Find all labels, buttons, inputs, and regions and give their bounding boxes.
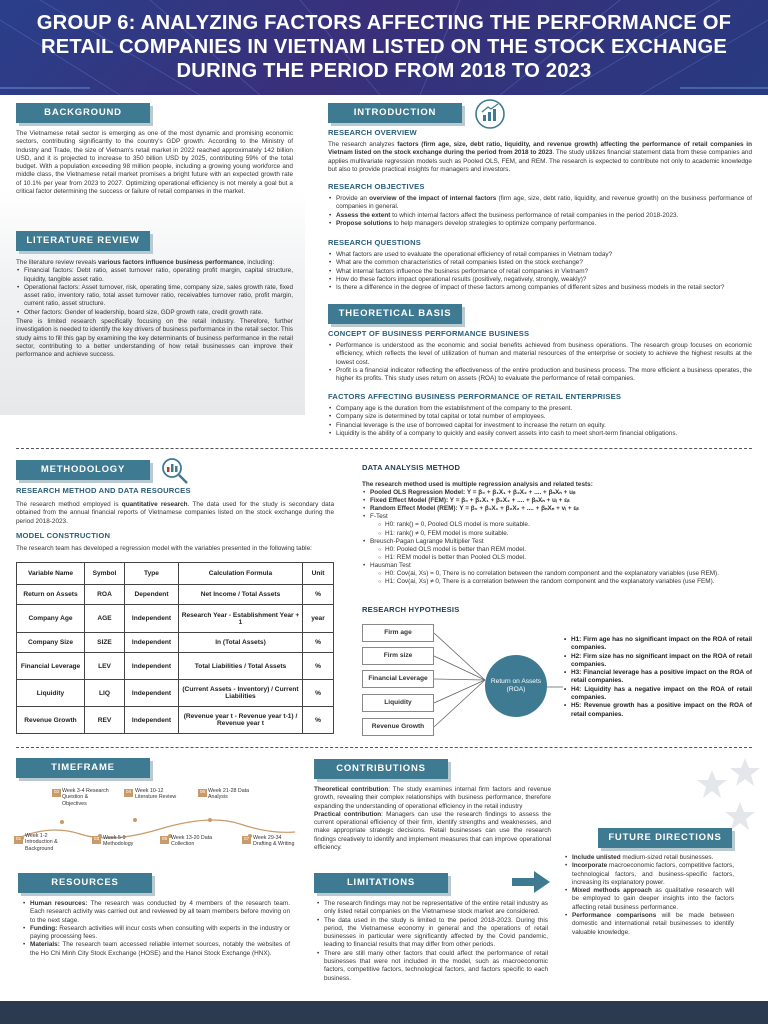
data-analysis-intro: The research method used is multiple regression analysis and related tests: (362, 481, 593, 488)
hypothesis-box-leverage: Financial Leverage (362, 670, 434, 688)
table-cell: ln (Total Assets) (179, 633, 303, 653)
list-item: • Performance comparisons will be made between domestic and international retail businesses to identify valuable knowledge. (564, 912, 734, 937)
list-item: • Human resources: The research was conducted by 4 members of the research team. Each research activity was carried out and reviewed by all team members before moving on to the next stage. (22, 900, 290, 925)
methodology-heading: METHODOLOGY (16, 460, 150, 480)
list-item: • Breusch-Pagan Lagrange Multiplier Test ○ H0: Pooled OLS model is better than REM model. ○ H1: REM model is better than Pooled OLS model. (362, 538, 752, 562)
timeline-step-marker: 02 (53, 790, 60, 795)
contributions-heading: CONTRIBUTIONS (314, 759, 448, 779)
literature-gap-text: There is limited research specifically focusing on the retail industry. Therefore, further investigation is needed to identify the key drivers of business performance in the retail sector. This study aims to fill this gap by examining the key determinants of business performance in the retail sector, contributing to a better understanding of how retail businesses can improve their performance and achieve success. (16, 318, 293, 359)
hypothesis-box-revenue-growth: Revenue Growth (362, 718, 434, 736)
list-item: • What are the common characteristics of retail companies listed on the stock exchange? (328, 259, 752, 267)
contributions-body (314, 786, 551, 852)
list-item: • Incorporate macroeconomic factors, competitive factors, technological factors, and business-specific factors, increasing its explanatory power. (564, 862, 734, 887)
table-row (17, 680, 334, 707)
magnifier-chart-icon (160, 456, 192, 486)
timeline-step-label: Week 21-28 Data Analysis (208, 788, 250, 801)
table-cell: LEV (85, 653, 125, 680)
list-item: • H3: Financial leverage has a positive impact on the ROA of retail companies. (563, 669, 752, 686)
concept-heading: CONCEPT OF BUSINESS PERFORMANCE BUSINESS (328, 329, 530, 338)
table-cell: % (303, 585, 334, 605)
future-directions-list (564, 854, 734, 937)
table-cell: Return on Assets (17, 585, 85, 605)
literature-review-heading: LITERATURE REVIEW (16, 231, 150, 251)
research-overview-text: The research analyzes factors (firm age, size, debt ratio, liquidity, and revenue growth) affecting the performance of retail companies in Vietnam listed on the stock exchange during the period from 2018 to 2023. The study utilizes financial statement data from these companies and applies multivariate regression models such as Pooled OLS, FEM, and REM. The research is expected to contribute not only to academic knowledge but also to provide practical insights for managers and investors. (328, 141, 752, 173)
table-cell: Independent (125, 605, 179, 633)
table-cell: Company Age (17, 605, 85, 633)
list-item: ○ H1: Cov(ai, Xs) ≠ 0, There is a correlation between the random component and the explanatory variables (use FEM). (378, 578, 752, 586)
list-item: • Fixed Effect Model (FEM): Y = β₀ + β₁X₁ + β₂X₂ + .... + βₙXₙ + uᵢ + εᵢₜ (362, 497, 752, 505)
timeline-step-marker: 07 (243, 837, 250, 842)
table-row (17, 633, 334, 653)
table-cell: % (303, 653, 334, 680)
section-divider (16, 448, 752, 449)
list-item: • Is there a difference in the degree of impact of these factors among companies of different sizes and business models in the retail sector? (328, 284, 752, 292)
timeline-step-label: Week 29-34 Drafting & Writing (253, 835, 295, 848)
list-item: • Provide an overview of the impact of internal factors (firm age, size, debt ratio, liquidity, and revenue growth) on the business performance of companies in general. (328, 195, 752, 212)
table-row (17, 585, 334, 605)
concept-list (328, 342, 752, 383)
list-item: • Other factors: Gender of leadership, board size, GDP growth rate, credit growth rate. (16, 309, 293, 317)
table-cell: Independent (125, 707, 179, 734)
data-analysis-heading: DATA ANALYSIS METHOD (362, 463, 461, 472)
list-item: • Mixed methods approach as qualitative research will be employed to gain deeper insights into the factors affecting retail business performance. (564, 887, 734, 912)
table-cell: SIZE (85, 633, 125, 653)
table-row (17, 653, 334, 680)
list-item: ○ H1: rank() ≠ 0, FEM model is more suitable. (378, 530, 752, 538)
list-item: • Liquidity is the ability of a company to quickly and easily convert assets into cash to meet short-term financial obligations. (328, 430, 752, 438)
table-cell: % (303, 680, 334, 707)
background-heading: BACKGROUND (16, 103, 150, 123)
list-item: ○ H0: Pooled OLS model is better than REM model. (378, 546, 752, 554)
background-text: The Vietnamese retail sector is emerging as one of the most dynamic and promising economic sectors, contributing significantly to the country's GDP growth. According to the Ministry of Industry and Trade, the size of Vietnam's retail market in 2022 reached approximately 142 billion USD, and it is projected to increase to 350 billion USD by 2025, contributing 59% of the total budget. With a population exceeding 98 million people, including a growing young workforce and middle class, the Vietnamese retail market promises a bright future with an expected growth rate of 10.1% per year from 2023 to 2027. Optimizing operational efficiency is not merely a goal but a critical factor determining the success or failure of retail companies in the market. (16, 130, 293, 196)
arrow-right-icon (510, 869, 552, 895)
growth-chart-icon (473, 98, 507, 130)
list-item: • How do these factors impact operational results (positively, negatively, strongly, weakly)? (328, 276, 752, 284)
resources-list (22, 900, 290, 958)
theoretical-contribution: Theoretical contribution: The study examines internal firm factors and revenue growth, revealing their complex relationships with business performance, therefore expanding the understanding of operational efficiency in the retail industry (314, 786, 551, 810)
research-hypothesis-heading: RESEARCH HYPOTHESIS (362, 605, 460, 614)
hypothesis-list (563, 636, 752, 719)
table-cell: Independent (125, 653, 179, 680)
resources-heading: RESOURCES (18, 873, 152, 893)
table-cell: Company Size (17, 633, 85, 653)
research-objectives-heading: RESEARCH OBJECTIVES (328, 182, 425, 191)
research-overview-heading: RESEARCH OVERVIEW (328, 128, 417, 137)
literature-factor-list (16, 267, 293, 317)
list-item: • Company size is determined by total capital or total number of employees. (328, 413, 752, 421)
table-cell: (Revenue year t - Revenue year t-1) / Revenue year t (179, 707, 303, 734)
table-cell: ROA (85, 585, 125, 605)
timeline-step-label: Week 13-20 Data Collection (171, 835, 213, 848)
data-analysis-body (362, 481, 752, 586)
practical-contribution: Practical contribution: Managers can use the research findings to assess the current operational efficiency of their firm, identify strengths and weaknesses, and make appropriate strategic decisions. Retail businesses can use the research findings creatively to identify and implement measures that can improve operational efficiency. (314, 810, 551, 852)
column-header: Type (125, 563, 179, 585)
list-item: • Hausman Test ○ H0: Cov(ai, Xs) = 0, There is no correlation between the random component and the explanatory variables (use REM). ○ H1: Cov(ai, Xs) ≠ 0, There is a correlation between the random component and the explanatory variables (use FEM). (362, 562, 752, 586)
list-item: • The data used in the study is limited to the period 2018-2023. During this period, the Vietnamese economy in general and the operations of retail businesses in particular were significantly affected by the Covid pandemic, leading to financial results that may differ from other periods. (316, 917, 548, 950)
list-item: • Include unlisted medium-sized retail businesses. (564, 854, 734, 862)
list-item: • What factors are used to evaluate the operational efficiency of retail companies in Vietnam today? (328, 251, 752, 259)
timeline-step-label: Week 3-4 Research Question & Objectives (62, 788, 109, 807)
hypothesis-connectors (434, 624, 486, 736)
list-item: • H2: Firm size has no significant impact on the ROA of retail companies. (563, 653, 752, 670)
column-header: Symbol (85, 563, 125, 585)
list-item: ○ H0: Cov(ai, Xs) = 0, There is no correlation between the random component and the explanatory variables (use REM). (378, 570, 752, 578)
list-item: • Financial factors: Debt ratio, asset turnover ratio, operating profit margin, capital structure, liquidity, tangible asset ratio. (16, 267, 293, 284)
variables-table (16, 562, 334, 734)
roa-circle: Return on Assets (ROA) (485, 655, 547, 717)
list-item: • H5: Revenue growth has a positive impact on the ROA of retail companies. (563, 702, 752, 719)
hypothesis-box-firm-size: Firm size (362, 647, 434, 665)
list-item: ○ H1: REM model is better than Pooled OLS model. (378, 554, 752, 562)
table-cell: AGE (85, 605, 125, 633)
factors-list (328, 405, 752, 438)
table-cell: Total Liabilities / Total Assets (179, 653, 303, 680)
table-cell: Revenue Growth (17, 707, 85, 734)
list-item: • There are still many other factors that could affect the performance of retail businesses that were not included in the model, such as macroeconomic factors, competitive factors, technological factors, and factors specific to each business. (316, 950, 548, 983)
timeline-step-label: Week 1-2 Introduction & Background (25, 833, 58, 852)
timeline-step-marker: 06 (199, 790, 206, 795)
list-item: • H4: Liquidity has a negative impact on the ROA of retail companies. (563, 686, 752, 703)
list-item: • Materials: The research team accessed reliable internet sources, notably the websites of the Ho Chi Minh City Stock Exchange (HOSE) and the Hanoi Stock Exchange (HNX). (22, 941, 290, 958)
limitations-list (316, 900, 548, 983)
timeline-step-marker: 04 (125, 790, 132, 795)
list-item: • Assess the extent to which internal factors affect the business performance of retail companies in the period 2018-2023. (328, 212, 752, 220)
research-questions-heading: RESEARCH QUESTIONS (328, 238, 422, 247)
timeframe-heading: TIMEFRAME (16, 758, 150, 778)
hypothesis-connector-right (547, 684, 563, 690)
theoretical-basis-heading: THEORETICAL BASIS (328, 304, 462, 324)
column-header: Variable Name (17, 563, 85, 585)
literature-intro: The literature review reveals various factors influence business performance, including: (16, 259, 275, 266)
table-cell: Independent (125, 680, 179, 707)
questions-list (328, 251, 752, 292)
column-header: Unit (303, 563, 334, 585)
table-cell: Independent (125, 633, 179, 653)
introduction-heading: INTRODUCTION (328, 103, 462, 123)
section-divider (16, 747, 752, 748)
list-item: • Pooled OLS Regression Model: Y = β₀ + β₁X₁ + β₂X₂ + .... + βₙXₙ + uᵢₜ (362, 489, 752, 497)
list-item: • Random Effect Model (REM): Y = β₀ + β₁X₁ + β₂X₂ + .... + βₙXₙ + vᵢ + εᵢₜ (362, 505, 752, 513)
research-method-text: The research method employed is quantitative research. The data used for the study is secondary data obtained from the annual financial reports of Vietnamese companies listed on the stock exchange during the period 2018-2023. (16, 501, 334, 525)
literature-review-body (16, 259, 293, 360)
timeline-step-marker: 01 (15, 837, 22, 842)
timeline-step-marker: 03 (93, 837, 100, 842)
table-header-row (17, 563, 334, 585)
list-item: • The research findings may not be representative of the entire retail industry as only listed retail companies on the Vietnamese stock market are considered. (316, 900, 548, 917)
footer-bar (0, 1001, 768, 1024)
list-item: • Propose solutions to help managers develop strategies to optimize company performance. (328, 220, 752, 228)
table-cell: % (303, 633, 334, 653)
table-cell: Liquidity (17, 680, 85, 707)
table-cell: LIQ (85, 680, 125, 707)
list-item: • Financial leverage is the use of borrowed capital for investment to increase the return on equity. (328, 422, 752, 430)
table-cell: Financial Leverage (17, 653, 85, 680)
model-construction-heading: MODEL CONSTRUCTION (16, 531, 111, 540)
table-row (17, 707, 334, 734)
timeline-step-label: Week 10-12 Literature Review (135, 788, 177, 801)
table-row (17, 605, 334, 633)
list-item: ○ H0: rank() = 0, Pooled OLS model is more suitable. (378, 521, 752, 529)
table-cell: year (303, 605, 334, 633)
objectives-list (328, 195, 752, 228)
list-item: • Funding: Research activities will incur costs when consulting with experts in the industry or paying processing fees. (22, 925, 290, 942)
star-icon (690, 756, 760, 836)
hypothesis-box-firm-age: Firm age (362, 624, 434, 642)
table-cell: (Current Assets - Inventory) / Current Liabilities (179, 680, 303, 707)
table-cell: REV (85, 707, 125, 734)
list-item: • H1: Firm age has no significant impact on the ROA of retail companies. (563, 636, 752, 653)
research-method-heading: RESEARCH METHOD AND DATA RESOURCES (16, 486, 191, 495)
table-cell: Net Income / Total Assets (179, 585, 303, 605)
list-item: • F-Test ○ H0: rank() = 0, Pooled OLS model is more suitable. ○ H1: rank() ≠ 0, FEM model is more suitable. (362, 513, 752, 537)
timeline-step-label: Week 5-9 Methodology (103, 835, 134, 848)
future-directions-heading: FUTURE DIRECTIONS (598, 828, 732, 848)
poster-title: GROUP 6: ANALYZING FACTORS AFFECTING THE PERFORMANCE OF RETAIL COMPANIES IN VIETNAM LISTED ON THE STOCK EXCHANGE DURING THE PERIOD FROM 2018 TO 2023 (36, 12, 732, 82)
table-cell: % (303, 707, 334, 734)
hypothesis-box-liquidity: Liquidity (362, 694, 434, 712)
factors-heading: FACTORS AFFECTING BUSINESS PERFORMANCE OF RETAIL ENTERPRISES (328, 392, 622, 401)
limitations-heading: LIMITATIONS (314, 873, 448, 893)
table-cell: Research Year - Establishment Year + 1 (179, 605, 303, 633)
list-item: • Operational factors: Asset turnover, risk, operating time, company size, sales growth rate, fixed asset ratio, inventory ratio, total asset turnover ratio, receivables turnover ratio, profit margin, current ratio, asset structure. (16, 284, 293, 309)
table-cell: Dependent (125, 585, 179, 605)
model-construction-text: The research team has developed a regression model with the variables presented in the following table: (16, 545, 312, 552)
timeline-step-marker: 05 (161, 837, 168, 842)
poster-header (0, 0, 768, 95)
list-item: • Performance is understood as the economic and social benefits achieved from business operations. The research group focuses on economic efficiency, which reflects the level of utilization of human and material resources of the enterprise or society to achieve the highest results at the lowest cost. (328, 342, 752, 367)
column-header: Calculation Formula (179, 563, 303, 585)
models-list (362, 489, 752, 586)
list-item: • Profit is a financial indicator reflecting the effectiveness of the entire production and business process. The more efficient a business operates, the higher its profits. This study uses return on assets (ROA) to evaluate the performance of retail companies. (328, 367, 752, 384)
list-item: • Company age is the duration from the establishment of the company to the present. (328, 405, 752, 413)
list-item: • What internal factors influence the business performance of retail companies in Vietnam? (328, 268, 752, 276)
